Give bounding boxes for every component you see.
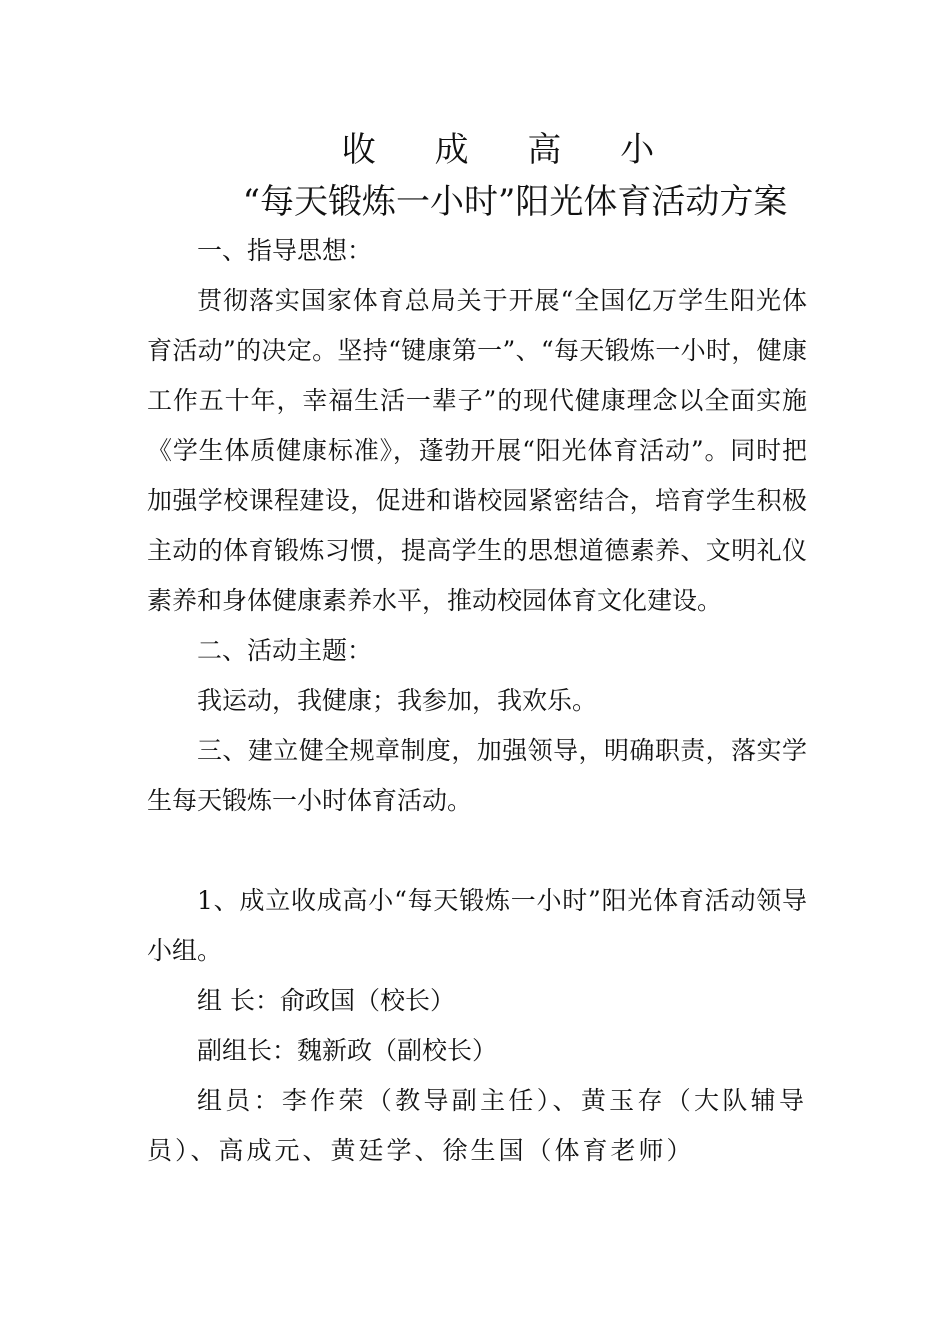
paragraph-leading-group: 1、成立收成高小“每天锻炼一小时”阳光体育活动领导小组。 <box>147 886 807 965</box>
paragraph-activity-theme: 我运动，我健康；我参加，我欢乐。 <box>197 686 598 715</box>
heading-regulations: 三、建立健全规章制度，加强领导，明确职责，落实学生每天锻炼一小时体育活动。 <box>147 736 807 815</box>
document-title-school: 收 成 高 小 <box>341 130 679 170</box>
blank-line <box>147 826 807 876</box>
deputy-group-leader: 副组长：魏新政（副校长） <box>197 1036 498 1065</box>
document-body <box>147 226 807 1176</box>
group-leader: 组 长：俞政国（校长） <box>197 986 455 1015</box>
heading-activity-theme: 二、活动主题： <box>197 636 373 665</box>
document-title-plan: “每天锻炼一小时”阳光体育活动方案 <box>242 182 788 222</box>
group-members: 组员：李作荣（教导副主任）、黄玉存（大队辅导员）、高成元、黄廷学、徐生国（体育老师） <box>147 1086 807 1165</box>
heading-guiding-ideology: 一、指导思想： <box>197 236 373 265</box>
paragraph-guiding-ideology: 贯彻落实国家体育总局关于开展“全国亿万学生阳光体育活动”的决定。坚持“键康第一”、“每天锻炼一小时，健康工作五十年，幸福生活一辈子”的现代健康理念以全面实施《学生体质健康标准》，蓬勃开展“阳光体育活动”。同时把加强学校课程建设，促进和谐校园紧密结合，培育学生积极主动的体育锻炼习惯，提高学生的思想道德素养、文明礼仪素养和身体健康素养水平，推动校园体育文化建设。 <box>147 286 807 615</box>
